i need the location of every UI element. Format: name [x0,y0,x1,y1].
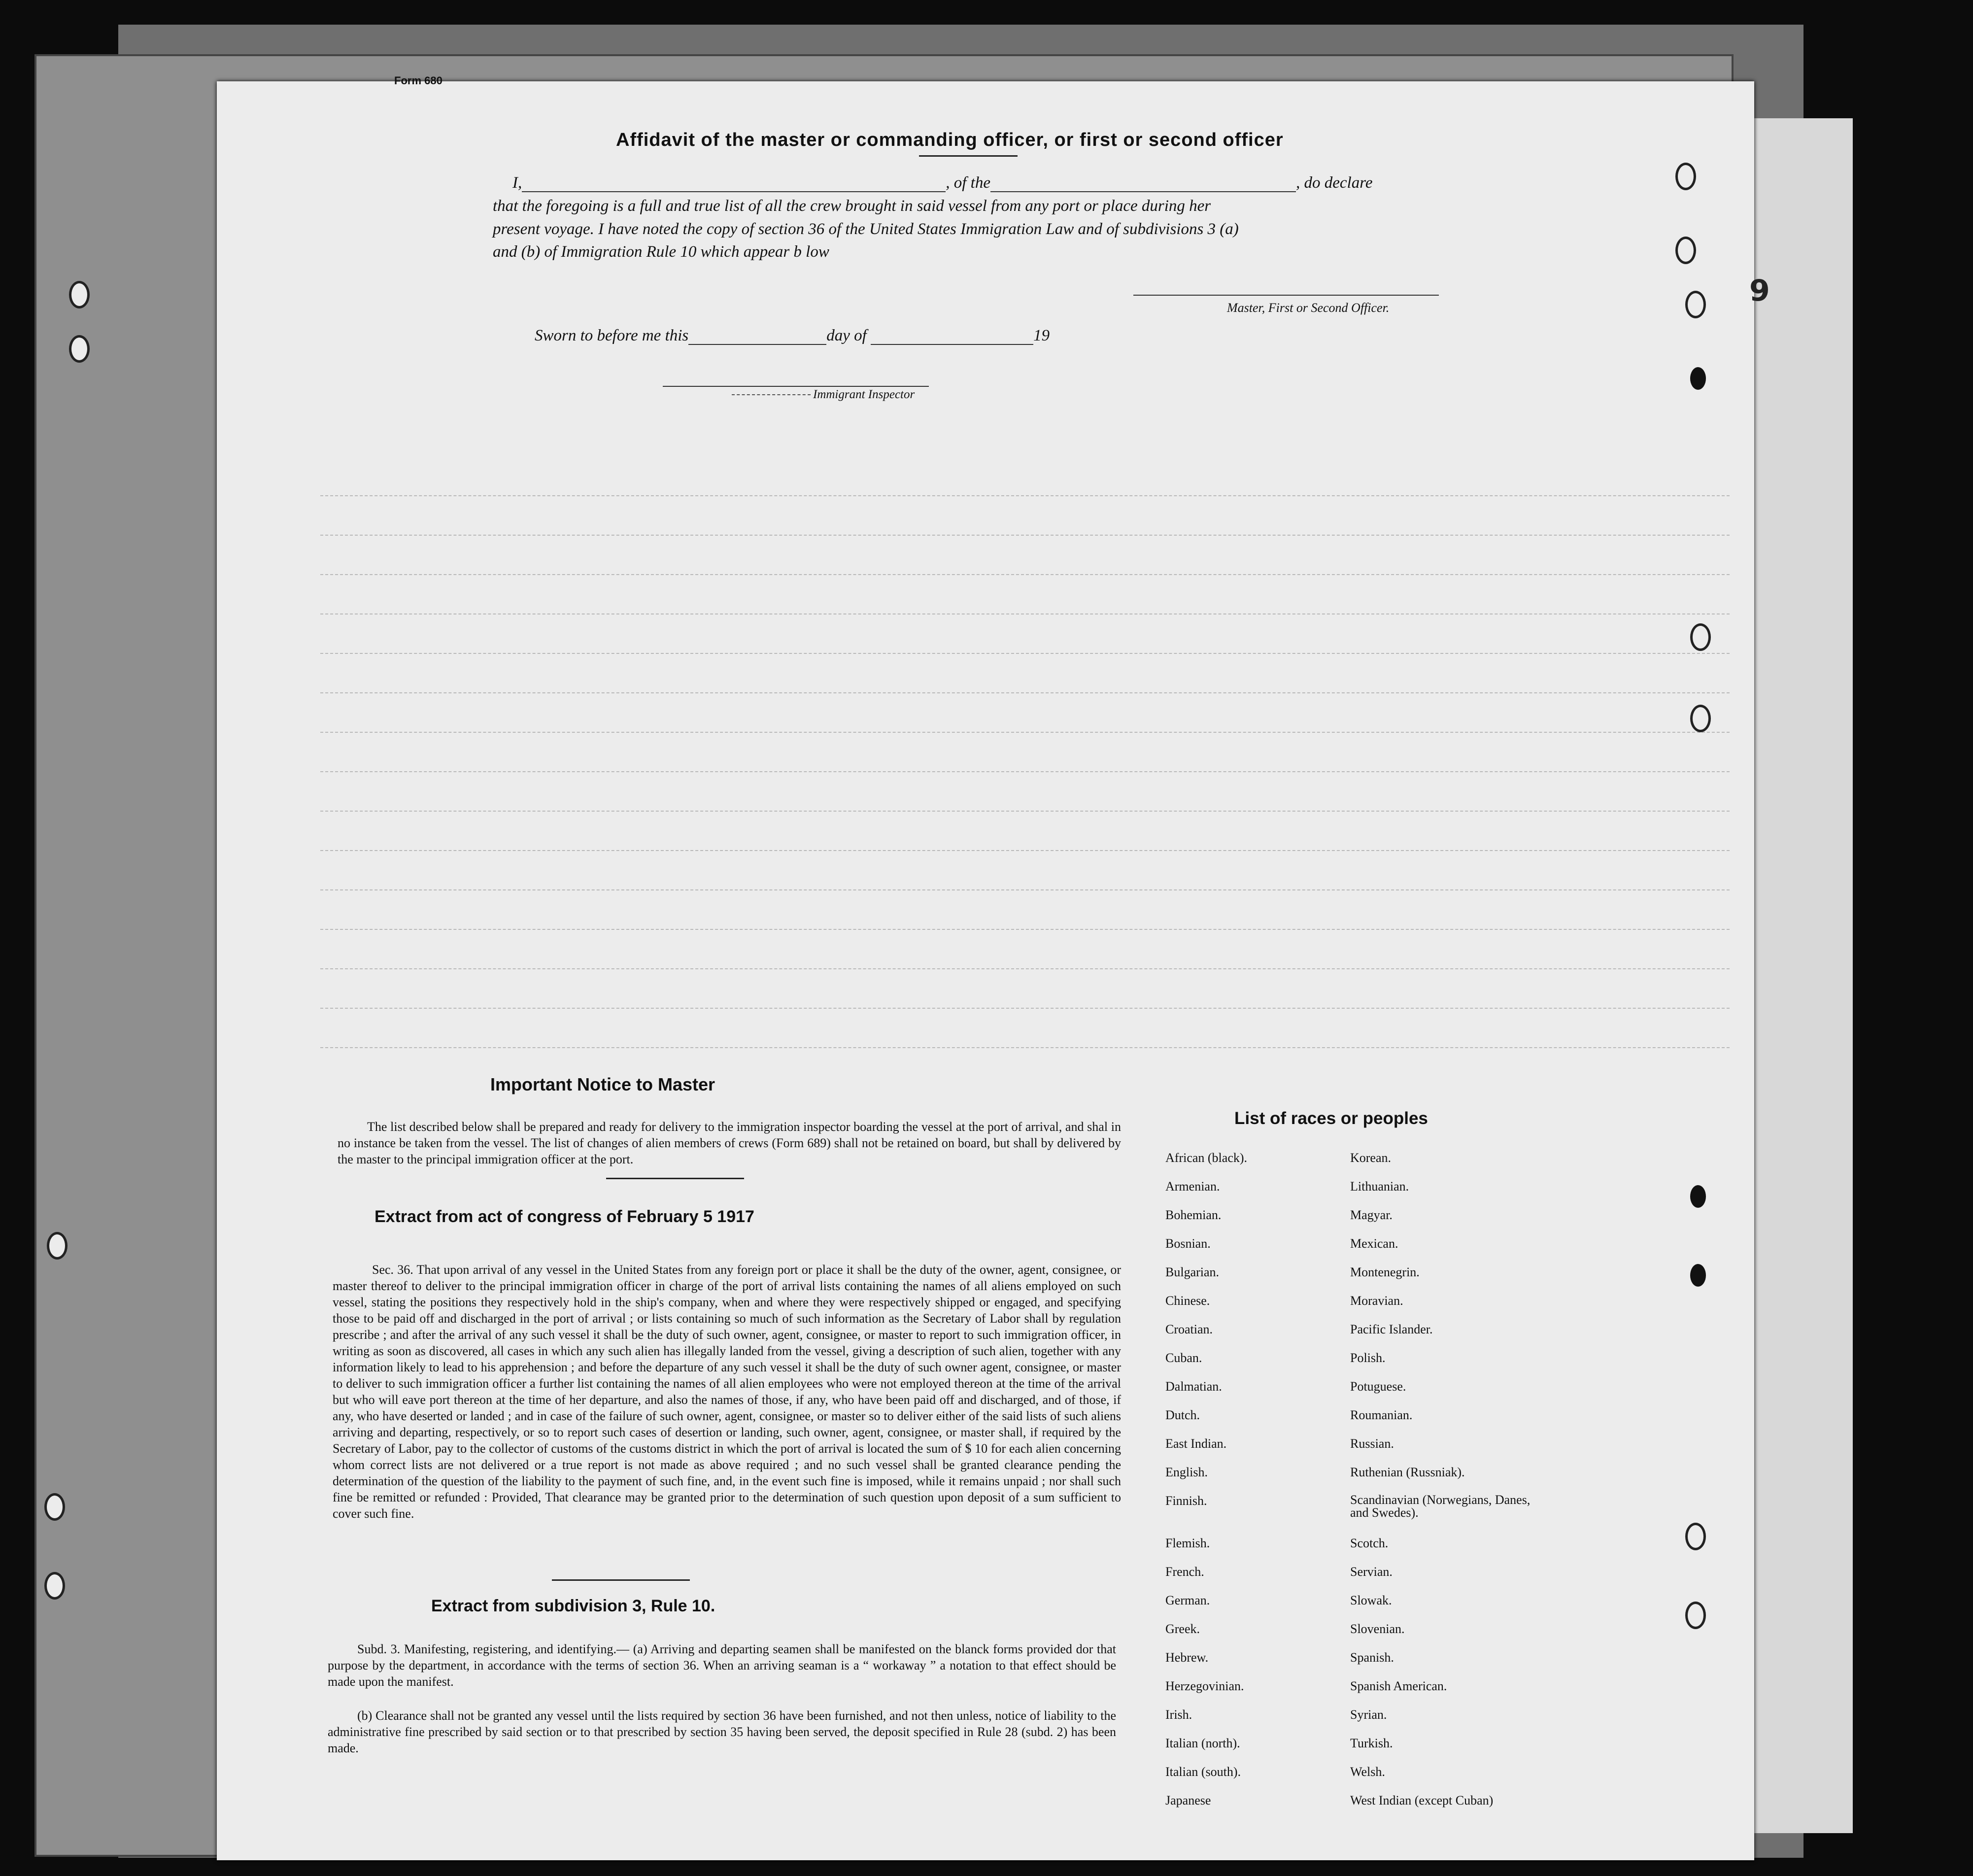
punch-hole [1690,623,1711,651]
name-blank[interactable] [522,177,946,192]
faint-table-row [320,614,1730,615]
race-item: Bosnian. [1165,1236,1211,1251]
race-item: Mexican. [1350,1236,1398,1251]
extract-rule-text-b: (b) Clearance shall not be granted any vessel until the lists required by section 36 have been furnished, and not then unless, notice of liability to the administrative fine prescribed by said section or to that prescribed by section 35 having been served, the deposit specified in Rule 28 (subd. 2) has been made. [328,1708,1116,1755]
punch-hole [44,1493,65,1521]
race-item: Potuguese. [1350,1379,1406,1394]
faint-table-row [320,1008,1730,1010]
race-item: Lithuanian. [1350,1179,1409,1194]
race-item: Flemish. [1165,1536,1210,1550]
faint-table-row [320,732,1730,734]
punch-hole [1690,367,1706,390]
race-item: East Indian. [1165,1436,1227,1451]
faint-table-row [320,574,1730,576]
vessel-blank[interactable] [990,177,1296,192]
extract-rule-heading: Extract from subdivision 3, Rule 10. [431,1597,715,1615]
punch-hole [47,1232,68,1260]
race-item: Greek. [1165,1622,1200,1636]
race-item: Hebrew. [1165,1650,1209,1665]
sworn-month-blank[interactable] [871,330,1033,345]
race-item: Russian. [1350,1436,1394,1451]
faint-table-row [320,811,1730,813]
race-item: Pacific Islander. [1350,1322,1433,1336]
race-item: Dutch. [1165,1408,1200,1422]
race-item: African (black). [1165,1151,1248,1165]
inspector-label: Immigrant Inspector [813,388,915,401]
sworn-date-blank[interactable] [688,330,826,345]
faint-table-row [320,889,1730,891]
extract-act-heading: Extract from act of congress of February 5 1917 [374,1207,754,1226]
race-item: Cuban. [1165,1351,1202,1365]
race-item: Finnish. [1165,1494,1207,1508]
signature-label: Master, First or Second Officer. [1227,301,1390,315]
punch-hole [1690,1185,1706,1208]
race-item: Korean. [1350,1151,1392,1165]
punch-hole [1675,163,1696,190]
faint-table-row [320,495,1730,497]
punch-hole [1685,1523,1706,1550]
notice-text: The list described below shall be prepared and ready for delivery to the immigration inspector boarding the vessel at the port of arrival, and shal in no instance be taken from the vessel. The list of changes of alien members of crews (Form 689) shall not be retained on board, but shall by delivered by the master to the principal immigration officer at the port. [338,1120,1121,1166]
faint-table-row [320,653,1730,655]
extract-act-text: Sec. 36. That upon arrival of any vessel in the United States from any foreign port or place it shall be the duty of the owner, agent, consignee, or master thereof to deliver to the principal immigration officer in charge of the port of arrival lists containing the names of all aliens employed on such vessel, stating the positions they respectively hold in the ship's company, when and where they were respectively shipped or engaged, and specifying those to be paid off and discharged in the port of arrival ; or lists containing so much of such information as the Secretary of Labor shall by regulation prescribe ; and after the arrival of any such vessel it shall be the duty of such owner, agent, consignee, or master to report to such immigration officer, in writing as soon as discovered, all cases in which any such alien has illegally landed from the vessel, giving a description of such alien, together with any information likely to lead to his apprehension ; and before the departure of any such vessel it shall be the duty of such owner agent, consignee, or master to deliver to such immigration officer a further list containing the names of all alien employees who were not employed thereon at the time of the arrival but who will eave port thereon at the time of her departure, and also the names of those, if any, who have been paid off and discharged, and of those, if any, who have deserted or landed ; and in case of the failure of such owner, agent, consignee, or master so to deliver either of the said lists of such aliens arriving and departing, respectively, or so to report such cases of desertion or landing, such owner, agent, consignee, or master shall, if required by the Secretary of Labor, pay to the collector of customs of the customs district in which the port of arrival is located the sum of $ 10 for each alien concerning whom correct lists are not delivered or a true report is not made as above required ; and no such vessel shall be granted clearance pending the determination of the question of the liability to the payment of such fine, and, in the event such fine is imposed, while it remains unpaid ; nor shall such fine be remitted or refunded : Provided, That clearance may be granted prior to the determination of such question upon deposit of a sum sufficient to cover such fine. [333,1262,1121,1521]
faint-table-row [320,692,1730,694]
race-item: Scandinavian (Norwegians, Danes, and Swedes). [1350,1493,1531,1520]
extract-rule-divider [552,1579,690,1581]
punch-hole [1690,705,1711,732]
race-item: Irish. [1165,1707,1192,1722]
heading-rule [919,155,1018,157]
race-item: Dalmatian. [1165,1379,1222,1394]
faint-table-row [320,968,1730,970]
faint-table-row [320,1047,1730,1049]
affidavit-heading: Affidavit of the master or commanding officer, or first or second officer [616,130,1284,150]
affidavit-line-3: present voyage. I have noted the copy of section 36 of the United States Immigration Law and of subdivisions 3 (a) [493,220,1239,238]
extract-rule-text-a: Subd. 3. Manifesting, registering, and identifying.— (a) Arriving and departing seamen shall be manifested on the blanck forms provided dor that purpose by the department, in accordance with the terms of section 36. When an arriving seaman is a “ workaway ” a notation to that effect should be made upon the manifest. [328,1642,1116,1689]
faint-table-row [320,535,1730,537]
race-item: Herzegovinian. [1165,1679,1244,1693]
notice-rule [606,1178,744,1179]
race-item: Moravian. [1350,1294,1403,1308]
faint-table-row [320,771,1730,773]
race-item: Japanese [1165,1793,1211,1808]
affidavit-line-2: that the foregoing is a full and true list of all the crew brought in said vessel from any port or place during her [493,197,1211,215]
race-item: Turkish. [1350,1736,1393,1750]
punch-hole [1685,291,1706,318]
race-item: Chinese. [1165,1294,1210,1308]
inspector-rule [732,394,811,395]
punch-hole [1690,1264,1706,1287]
race-item: English. [1165,1465,1208,1479]
race-item: Servian. [1350,1565,1393,1579]
race-item: Italian (south). [1165,1765,1241,1779]
race-item: Croatian. [1165,1322,1213,1336]
race-item: Italian (north). [1165,1736,1240,1750]
race-item: Bulgarian. [1165,1265,1220,1279]
form-page [217,74,1754,1860]
inspector-signature-blank[interactable] [663,372,929,387]
race-item: Armenian. [1165,1179,1220,1194]
race-item: Syrian. [1350,1707,1387,1722]
race-item: Polish. [1350,1351,1386,1365]
race-item: Welsh. [1350,1765,1385,1779]
race-item: German. [1165,1593,1210,1607]
race-item: Roumanian. [1350,1408,1413,1422]
race-item: West Indian (except Cuban) [1350,1793,1494,1808]
race-item: Ruthenian (Russniak). [1350,1465,1465,1479]
affidavit-line-4: and (b) of Immigration Rule 10 which appear b low [493,243,829,261]
race-item: Magyar. [1350,1208,1393,1222]
sworn-line: Sworn to before me this day of 19 [535,327,1050,344]
race-item: Montenegrin. [1350,1265,1420,1279]
punch-hole [44,1572,65,1600]
margin-page-number: 9 [1749,273,1770,308]
punch-hole [69,281,90,308]
race-item: Slowak. [1350,1593,1392,1607]
race-item: Spanish American. [1350,1679,1447,1693]
notice-heading: Important Notice to Master [490,1074,715,1094]
signature-blank[interactable] [1133,281,1439,296]
punch-hole [1685,1602,1706,1629]
race-item: Spanish. [1350,1650,1394,1665]
race-item: Scotch. [1350,1536,1389,1550]
races-heading: List of races or peoples [1234,1109,1428,1128]
form-number: Form 680 [394,74,442,87]
race-item: Bohemian. [1165,1208,1222,1222]
race-item: Slovenian. [1350,1622,1405,1636]
faint-table-row [320,850,1730,852]
punch-hole [1675,237,1696,264]
affidavit-line-1: I, , of the , do declare [512,174,1373,192]
punch-hole [69,335,90,363]
faint-table-row [320,929,1730,931]
race-item: French. [1165,1565,1204,1579]
